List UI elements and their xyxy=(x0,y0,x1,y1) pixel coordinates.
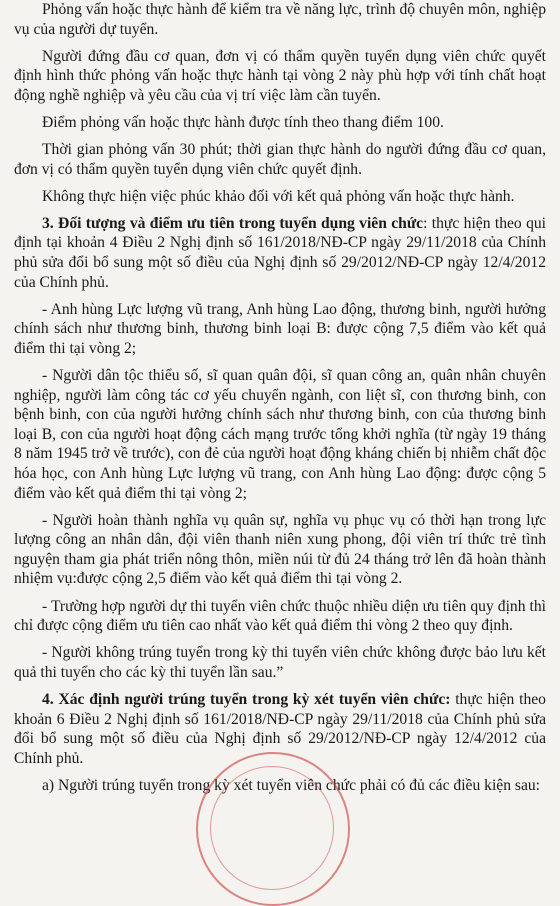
section-4-text: thực hiện theo khoản 6 Điều 2 Nghị định số 161/2018/NĐ-CP ngày 29/11/2018 của Chính phủ sửa đổi bổ sung một số điều của Nghị định số 29/2012/NĐ-CP ngày 12/4/2012 của Chính phủ. xyxy=(14,690,546,767)
paragraph-score-scale: Điểm phỏng vấn hoặc thực hành được tính theo thang điểm 100. xyxy=(42,113,444,131)
priority-item-military-service: - Người hoàn thành nghĩa vụ quân sự, nghĩa vụ phục vụ có thời hạn trong lực lượng công an nhân dân, đội viên thanh niên xung phong, đội viên trí thức trẻ tình nguyện tham gia phát triển nông thôn, miền núi từ đủ 24 tháng trở lên đã hoàn thành nhiệm vụ:được cộng 2,5 điểm vào kết quả điểm thi tại vòng 2. xyxy=(14,511,546,588)
priority-item-multiple: - Trường hợp người dự thi tuyển viên chức thuộc nhiều diện ưu tiên quy định thì chỉ được cộng điểm ưu tiên cao nhất vào kết quả điểm thi vòng 2 theo quy định. xyxy=(14,597,546,635)
priority-item-ethnic-minorities: - Người dân tộc thiểu số, sĩ quan quân đội, sĩ quan công an, quân nhân chuyên nghiệp, người làm công tác cơ yếu chuyển ngành, con liệt sĩ, con thương binh, con bệnh binh, con của người hưởng chính sách như thương binh, con của thương binh loại B, con của người hoạt động cách mạng trước tổng khởi nghĩa (từ ngày 19 tháng 8 năm 1945 trở về trước), con đẻ của người hoạt động kháng chiến bị nhiễm chất độc hóa học, con Anh hùng Lực lượng vũ trang, con Anh hùng Lao động: được cộng 5 điểm vào kết quả điểm thi tại vòng 2; xyxy=(14,367,546,502)
section-3-priority xyxy=(14,214,546,292)
priority-item-heroes: - Anh hùng Lực lượng vũ trang, Anh hùng Lao động, thương binh, người hưởng chính sách như thương binh, thương binh loại B: được cộng 7,5 điểm vào kết quả điểm thi tại vòng 2; xyxy=(14,300,546,357)
paragraph-duration: Thời gian phỏng vấn 30 phút; thời gian thực hành do người đứng đầu cơ quan, đơn vị có thẩm quyền tuyển dụng viên chức quyết định. xyxy=(14,141,546,178)
section-3-heading: 3. Đối tượng và điểm ưu tiên trong tuyển dụng viên chức xyxy=(42,214,424,232)
section-4-heading: 4. Xác định người trúng tuyển trong kỳ xét tuyển viên chức: xyxy=(42,690,451,708)
priority-item-no-carryover: - Người không trúng tuyển trong kỳ thi tuyển viên chức không được bảo lưu kết quả thi tuyển cho các kỳ thi tuyển lần sau.” xyxy=(14,644,546,681)
section-4-conditions: a) Người trúng tuyển trong kỳ xét tuyển viên chức phải có đủ các điều kiện sau: xyxy=(42,776,541,794)
document-page xyxy=(14,0,546,803)
paragraph-interview: Phỏng vấn hoặc thực hành để kiểm tra về năng lực, trình độ chuyên môn, nghiệp vụ của người dự tuyển. xyxy=(14,1,546,38)
paragraph-no-review: Không thực hiện việc phúc khảo đối với kết quả phỏng vấn hoặc thực hành. xyxy=(42,187,515,205)
paragraph-authority-decision: Người đứng đầu cơ quan, đơn vị có thẩm quyền tuyển dụng viên chức quyết định hình thức phỏng vấn hoặc thực hành tại vòng 2 này phù hợp với tính chất hoạt động nghề nghiệp và yêu cầu của vị trí việc làm cần tuyển. xyxy=(14,47,546,104)
section-4-selection xyxy=(14,690,546,768)
section-3-text: : thực hiện theo qui định tại khoản 4 Điều 2 Nghị định số 161/2018/NĐ-CP ngày 29/11/2018 của Chính phủ sửa đổi bổ sung một số điều của Nghị định số 29/2012/NĐ-CP ngày 12/4/2012 của Chính phủ. xyxy=(14,214,546,291)
